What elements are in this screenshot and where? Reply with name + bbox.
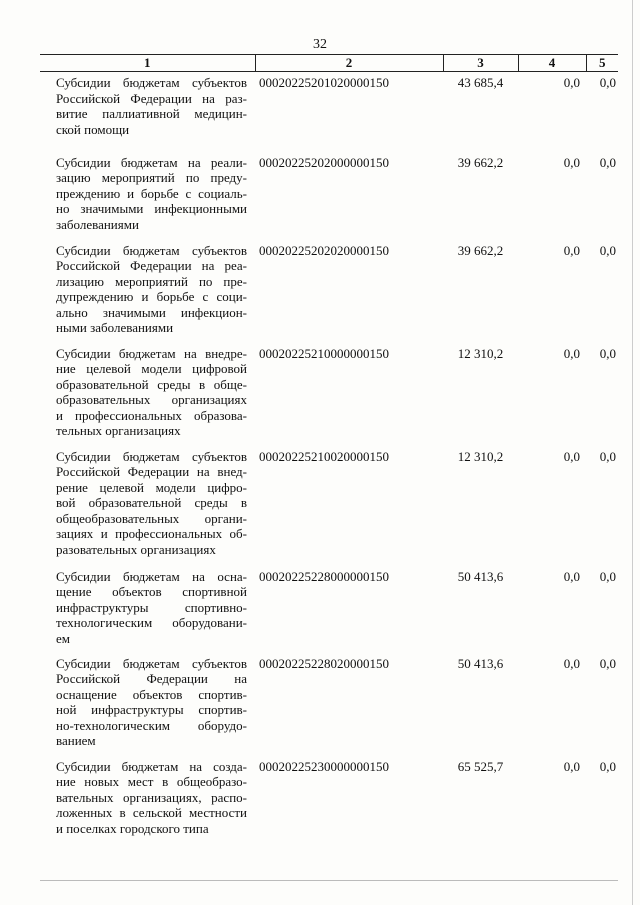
description-line: Российской Федерации на bbox=[56, 671, 247, 686]
column-header-5: 5 bbox=[586, 55, 618, 72]
description-line: ванием bbox=[56, 733, 96, 748]
page-number: 32 bbox=[313, 37, 327, 52]
description-line: зацию мероприятий по преду- bbox=[56, 170, 247, 185]
description-line: ными заболеваниями bbox=[56, 320, 174, 335]
column-header-4: 4 bbox=[518, 55, 586, 72]
description-line: инфраструктуры спортивно- bbox=[56, 599, 247, 615]
description-line: образовательной среды в обще- bbox=[56, 376, 247, 392]
column-4-cell: 0,0 bbox=[563, 75, 580, 90]
amount-cell: 12 310,2 bbox=[457, 345, 504, 361]
description-line: ложенных в сельской местности bbox=[56, 805, 247, 820]
amount-cell: 50 413,6 bbox=[457, 655, 504, 671]
description-line: Субсидии бюджетам субъектов bbox=[56, 242, 247, 258]
table-row bbox=[40, 152, 618, 240]
row-description bbox=[40, 343, 255, 446]
description-line: дупреждению и борьбе с соци- bbox=[56, 289, 247, 304]
column-5-cell: 0,0 bbox=[599, 345, 616, 361]
table-row bbox=[40, 240, 618, 343]
description-line: Российской Федерации на реа- bbox=[56, 258, 247, 273]
description-line: общеобразовательных органи- bbox=[56, 510, 247, 526]
description-line: Российской Федерации на раз- bbox=[56, 90, 247, 106]
description-line: разовательных организациях bbox=[56, 541, 216, 557]
column-header-3: 3 bbox=[443, 55, 518, 72]
description-line: ем bbox=[56, 630, 70, 646]
table-body bbox=[40, 72, 618, 838]
column-4-cell: 0,0 bbox=[563, 345, 580, 361]
description-line: вой образовательной среды в bbox=[56, 495, 247, 510]
budget-code-cell: 00020225210000000150 bbox=[259, 345, 389, 361]
budget-table bbox=[40, 54, 618, 838]
budget-code-cell: 00020225230000000150 bbox=[259, 758, 389, 774]
description-line: витие паллиативной медицин- bbox=[56, 106, 247, 121]
table-row bbox=[40, 566, 618, 653]
row-description bbox=[40, 240, 255, 343]
column-4-cell: 0,0 bbox=[563, 448, 580, 464]
description-line: образовательных организациях bbox=[56, 392, 247, 407]
row-description bbox=[40, 152, 255, 240]
description-line: заболеваниями bbox=[56, 216, 139, 232]
description-line: ние новых мест в общеобразо- bbox=[56, 774, 247, 789]
description-line: щение объектов спортивной bbox=[56, 584, 247, 599]
column-5-cell: 0,0 bbox=[599, 242, 616, 258]
row-description bbox=[40, 446, 255, 566]
column-4-cell: 0,0 bbox=[563, 758, 580, 774]
right-margin-line bbox=[632, 0, 633, 905]
table-row bbox=[40, 446, 618, 566]
description-line: Субсидии бюджетам на созда- bbox=[56, 758, 247, 774]
description-line: Российской Федерации на внед- bbox=[56, 464, 247, 479]
description-line: ской помощи bbox=[56, 121, 130, 137]
column-4-cell: 0,0 bbox=[563, 154, 580, 170]
column-5-cell: 0,0 bbox=[599, 568, 616, 584]
table-row bbox=[40, 756, 618, 838]
description-line: Субсидии бюджетам на реали- bbox=[56, 154, 247, 170]
description-line: ной инфраструктуры спортив- bbox=[56, 702, 247, 717]
description-line: лизацию мероприятий по пре- bbox=[56, 273, 247, 289]
amount-cell: 43 685,4 bbox=[457, 75, 504, 90]
description-line: Субсидии бюджетам субъектов bbox=[56, 448, 247, 464]
budget-code-cell: 00020225210020000150 bbox=[259, 448, 389, 464]
amount-cell: 65 525,7 bbox=[457, 758, 504, 774]
budget-code-cell: 00020225228020000150 bbox=[259, 655, 389, 671]
description-line: рение целевой модели цифро- bbox=[56, 479, 247, 495]
description-line: зациях и профессиональных об- bbox=[56, 526, 247, 541]
amount-cell: 12 310,2 bbox=[457, 448, 504, 464]
description-line: оснащение объектов спортив- bbox=[56, 686, 247, 702]
column-5-cell: 0,0 bbox=[599, 448, 616, 464]
description-line: Субсидии бюджетам на внедре- bbox=[56, 345, 247, 361]
budget-code-cell: 00020225228000000150 bbox=[259, 568, 389, 584]
description-line: и поселках городского типа bbox=[56, 820, 209, 836]
description-line: ально значимыми инфекцион- bbox=[56, 304, 247, 320]
budget-code-cell: 00020225202000000150 bbox=[259, 154, 389, 170]
description-line: тельных организациях bbox=[56, 423, 181, 438]
budget-code-cell: 00020225201020000150 bbox=[259, 75, 389, 90]
row-description bbox=[40, 653, 255, 756]
row-description bbox=[40, 566, 255, 653]
description-line: но значимыми инфекционными bbox=[56, 201, 247, 216]
amount-cell: 39 662,2 bbox=[457, 154, 504, 170]
row-description bbox=[40, 756, 255, 838]
amount-cell: 50 413,6 bbox=[457, 568, 504, 584]
column-header-2: 2 bbox=[255, 55, 443, 72]
column-4-cell: 0,0 bbox=[563, 242, 580, 258]
amount-cell: 39 662,2 bbox=[457, 242, 504, 258]
description-line: Субсидии бюджетам субъектов bbox=[56, 655, 247, 671]
table-header-row bbox=[40, 55, 618, 72]
description-line: но-технологическим оборудо- bbox=[56, 717, 247, 733]
column-5-cell: 0,0 bbox=[599, 75, 616, 90]
description-line: преждению и борьбе с социаль- bbox=[56, 185, 247, 201]
description-line: вательных организациях, распо- bbox=[56, 789, 247, 805]
column-header-1: 1 bbox=[40, 55, 255, 72]
table-row bbox=[40, 343, 618, 446]
column-5-cell: 0,0 bbox=[599, 758, 616, 774]
description-line: Субсидии бюджетам на осна- bbox=[56, 568, 247, 584]
row-description bbox=[40, 72, 255, 152]
column-5-cell: 0,0 bbox=[599, 154, 616, 170]
table-row bbox=[40, 653, 618, 756]
column-5-cell: 0,0 bbox=[599, 655, 616, 671]
table-row bbox=[40, 72, 618, 152]
bottom-divider bbox=[40, 880, 618, 881]
budget-code-cell: 00020225202020000150 bbox=[259, 242, 389, 258]
column-4-cell: 0,0 bbox=[563, 568, 580, 584]
description-line: Субсидии бюджетам субъектов bbox=[56, 75, 247, 90]
description-line: технологическим оборудовани- bbox=[56, 615, 247, 630]
column-4-cell: 0,0 bbox=[563, 655, 580, 671]
description-line: и профессиональных образова- bbox=[56, 407, 247, 423]
description-line: ние целевой модели цифровой bbox=[56, 361, 247, 376]
